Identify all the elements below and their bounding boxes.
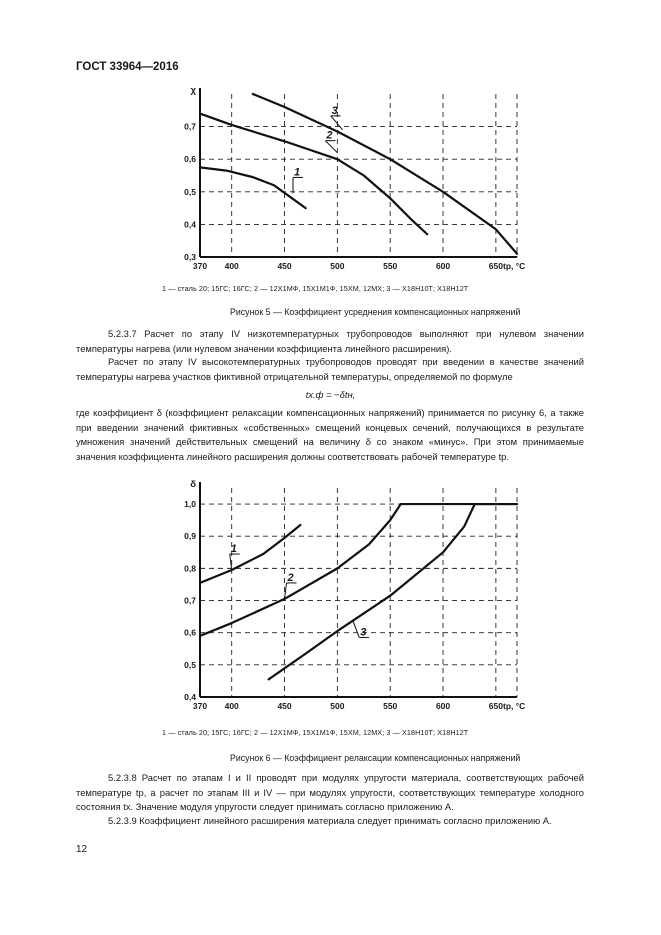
series-leader-2	[325, 141, 337, 153]
series-label-1: 1	[230, 542, 237, 555]
y-tick-label: 0,9	[184, 531, 196, 542]
x-tick-label: 400	[224, 261, 239, 271]
series-leader-3	[331, 116, 343, 130]
document-header: ГОСТ 33964—2016	[76, 61, 179, 73]
x-axis-label: tр, °С	[503, 701, 526, 711]
figure-6-legend: 1 — сталь 20; 15ГС; 16ГС; 2 — 12Х1МФ, 15Х1М1Ф, 15ХМ, 12МХ; 3 — Х18Н10Т; Х18Н12Т	[162, 728, 469, 737]
series-line-2	[200, 114, 427, 235]
y-tick-label: 0,8	[184, 563, 196, 574]
x-tick-label: 450	[277, 701, 292, 711]
paragraph-stage-iv: Расчет по этапу IV высокотемпературных трубопроводов проводят при введении в качестве значений температуры нагрева участков фиктивной отрицательной температуры, определяемой по формуле	[76, 356, 584, 382]
figure-5	[160, 86, 530, 278]
y-axis-label: χ	[190, 86, 196, 96]
figure-6-caption: Рисунок 6 — Коэффициент релаксации компенсационных напряжений	[230, 753, 521, 763]
y-tick-label: 0,6	[184, 627, 196, 638]
x-tick-label: 550	[383, 261, 398, 271]
y-axis-label: δ	[190, 480, 196, 490]
series-line-3	[269, 504, 517, 679]
y-tick-label: 0,6	[184, 154, 196, 165]
x-tick-label: 500	[330, 701, 345, 711]
paragraph-5-2-3-7: 5.2.3.7 Расчет по этапу IV низкотемпературных трубопроводов выполняют при нулевом значении температуры нагрева (или нулевом значении коэффициента линейного расширения).	[76, 328, 584, 354]
series-line-1	[200, 167, 306, 208]
series-label-2: 2	[326, 129, 333, 142]
y-tick-label: 0,3	[184, 252, 196, 262]
x-tick-label: 600	[435, 261, 451, 271]
x-tick-label: 450	[277, 261, 292, 271]
y-tick-label: 0,7	[184, 121, 196, 132]
y-tick-label: 0,7	[184, 595, 196, 606]
figure-5-legend: 1 — сталь 20; 15ГС; 16ГС; 2 — 12Х1МФ, 15Х1М1Ф, 15ХМ, 12МХ; 3 — Х18Н10Т; Х18Н12Т	[162, 284, 469, 293]
y-tick-label: 0,4	[184, 219, 196, 230]
x-tick-label: 370	[192, 261, 208, 271]
paragraph-delta-coefficient: где коэффициент δ (коэффициент релаксации компенсационных напряжений) принимается по рисунку 6, а также при введении значений фиктивных «собственных» смещений концевых сечений, получающихся в результате умножения значений действительных смещений на величину δ со знаком «минус». При этом принимаемые значения коэффициента линейного расширения должны соответствовать рабочей температуре tр.	[76, 407, 584, 462]
x-tick-label: 550	[383, 701, 398, 711]
x-tick-label: 650	[488, 261, 503, 271]
formula: tх.ф = −δtн,	[305, 389, 356, 400]
chart-relaxation-coefficient	[160, 480, 530, 720]
y-tick-label: 0,5	[184, 186, 196, 197]
series-label-3: 3	[360, 626, 367, 639]
y-tick-label: 0,4	[184, 692, 196, 702]
x-axis-label: tр, °С	[503, 261, 526, 271]
y-tick-label: 1,0	[184, 499, 196, 510]
x-tick-label: 400	[224, 701, 239, 711]
series-line-1	[200, 525, 300, 583]
page-number: 12	[76, 844, 88, 855]
figure-5-caption: Рисунок 5 — Коэффициент усреднения компенсационных напряжений	[230, 307, 521, 317]
series-label-2: 2	[287, 571, 294, 584]
series-leader-3	[353, 621, 359, 637]
x-tick-label: 370	[192, 701, 208, 711]
x-tick-label: 500	[330, 261, 345, 271]
series-label-1: 1	[293, 166, 301, 179]
series-line-3	[253, 94, 517, 254]
chart-averaging-coefficient	[160, 86, 530, 278]
series-label-3: 3	[331, 104, 338, 117]
figure-6	[160, 480, 530, 720]
paragraph-5-2-3-9: 5.2.3.9 Коэффициент линейного расширения материала следует принимать согласно приложению А.	[108, 815, 552, 826]
y-tick-label: 0,5	[184, 659, 196, 670]
x-tick-label: 600	[435, 701, 451, 711]
x-tick-label: 650	[488, 701, 503, 711]
paragraph-5-2-3-8: 5.2.3.8 Расчет по этапам I и II проводят при модулях упругости материала, соответствующих рабочей температуре tр, а расчет по этапам III и IV — при модулях упругости, соответствующих температуре холодного состояния tх. Значение модуля упругости следует принимать согласно приложению А.	[76, 772, 584, 813]
